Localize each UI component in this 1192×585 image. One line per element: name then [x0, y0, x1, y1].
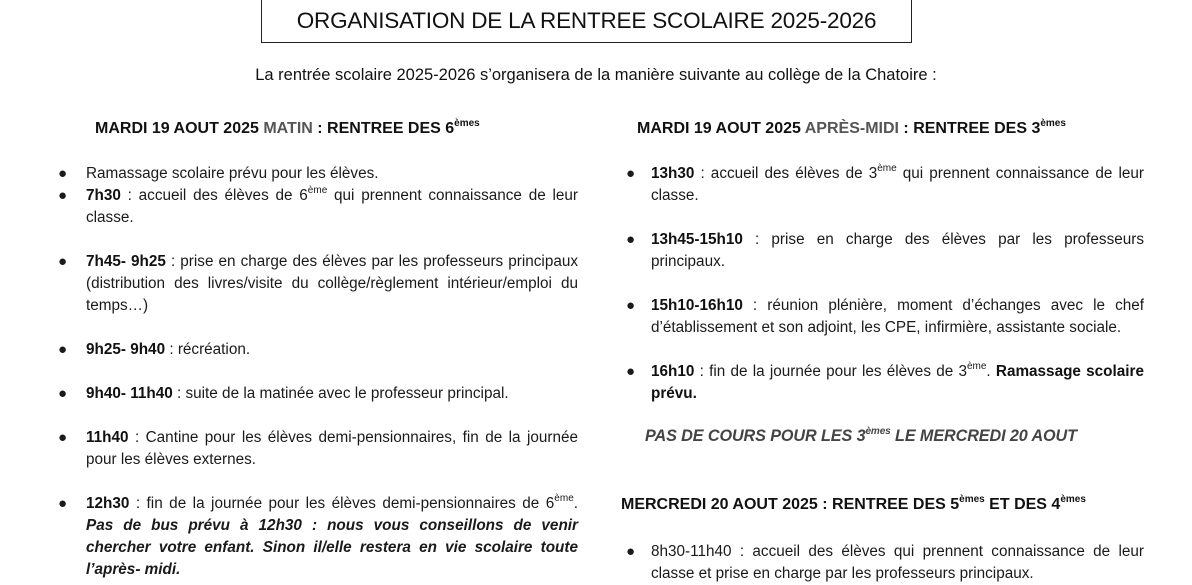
intro-text: La rentrée scolaire 2025-2026 s’organisera de la manière suivante au collège de la Chatoire :	[255, 66, 937, 84]
list-item	[58, 251, 578, 317]
bullet-icon: ●	[626, 363, 636, 380]
bullet-icon: ●	[58, 187, 68, 204]
bullet-icon: ●	[626, 543, 636, 560]
list-item	[58, 339, 578, 361]
item-text: qui prennent connaissance de leur classe.	[86, 187, 578, 226]
item-time: 9h40- 11h40	[86, 385, 173, 402]
item-text: : accueil des élèves de 6	[120, 187, 308, 204]
heading-date: MARDI 19 AOUT 2025	[637, 120, 805, 137]
bullet-icon: ●	[58, 385, 68, 402]
list-item	[626, 541, 1144, 585]
item-time: 7h45- 9h25	[86, 253, 166, 270]
item-sup: ème	[966, 361, 987, 372]
item-text: : fin de la journée pour les élèves demi-pensionnaires de 6	[129, 495, 555, 512]
list-item	[58, 493, 578, 581]
item-text: .	[986, 363, 996, 380]
item-text: : Cantine pour les élèves demi-pensionnaires, fin de la journée pour les élèves externes.	[86, 429, 578, 468]
item-text: : suite de la matinée avec le professeur principal.	[172, 385, 509, 402]
item-time: 11h40	[86, 429, 129, 446]
list-item	[58, 185, 578, 229]
item-text: Ramassage scolaire prévu pour les élèves.	[86, 165, 379, 182]
list-item	[58, 383, 578, 405]
heading-period: MATIN	[263, 120, 313, 137]
item-time: 7h30	[86, 187, 121, 204]
bullet-icon: ●	[58, 341, 68, 358]
list-item	[58, 163, 578, 185]
item-text: : accueil des élèves de 3	[694, 165, 878, 182]
list-item	[626, 163, 1144, 207]
item-text: : prise en charge des élèves par les professeurs principaux.	[651, 231, 1144, 270]
heading-date: MERCREDI 20 AOUT 2025 : RENTREE DES 5	[621, 496, 960, 513]
item-sup: ème	[307, 185, 328, 196]
item-time: 9h25- 9h40	[86, 341, 166, 358]
bullet-icon: ●	[58, 253, 68, 270]
heading-sup: èmes	[1040, 118, 1066, 129]
heading-grade: : RENTREE DES 6	[312, 120, 455, 137]
item-time: 15h10-16h10	[651, 297, 743, 314]
bullet-icon: ●	[626, 297, 636, 314]
title-box	[261, 0, 912, 43]
bullet-icon: ●	[626, 165, 636, 182]
heading-period: APRÈS-MIDI	[804, 120, 899, 137]
list-item	[626, 295, 1144, 339]
item-time: 12h30	[86, 495, 130, 512]
heading-sup: èmes	[1060, 494, 1086, 505]
heading-sup: èmes	[454, 118, 480, 129]
bullet-icon: ●	[626, 231, 636, 248]
heading-tuesday-morning	[95, 120, 480, 138]
item-text: 8h30-11h40 : accueil des élèves qui prennent connaissance de leur classe et prise en charge par les professeurs principaux.	[651, 543, 1144, 582]
heading-tuesday-afternoon	[637, 120, 1066, 138]
heading-wednesday	[621, 496, 1086, 514]
heading-grade: : RENTREE DES 3	[898, 120, 1041, 137]
bus-warning: Pas de bus prévu à 12h30 : nous vous conseillons de venir chercher votre enfant. Sinon il/elle restera en vie scolaire toute l’après- midi.	[86, 517, 578, 578]
bullet-icon: ●	[58, 429, 68, 446]
heading-grade: ET DES 4	[984, 496, 1061, 513]
item-text: .	[573, 495, 578, 512]
item-text: : fin de la journée pour les élèves de 3	[694, 363, 967, 380]
item-sup: ème	[877, 163, 897, 174]
item-text: : réunion plénière, moment d’échanges avec le chef d’établissement et son adjoint, les CPE, infirmière, assistante sociale.	[651, 297, 1144, 336]
heading-sup: èmes	[959, 494, 985, 505]
notice-text: LE MERCREDI 20 AOUT	[890, 427, 1077, 445]
item-text: : prise en charge des élèves par les professeurs principaux (distribution des livres/visite du collège/règlement intérieur/emploi du temps…)	[86, 253, 578, 314]
document-title: ORGANISATION DE LA RENTREE SCOLAIRE 2025-2026	[296, 8, 877, 33]
list-item	[58, 427, 578, 471]
item-sup: ème	[554, 493, 574, 504]
no-class-notice	[645, 427, 1077, 446]
item-time: 16h10	[651, 363, 695, 380]
list-item	[626, 361, 1144, 405]
item-time: 13h30	[651, 165, 695, 182]
item-time: 13h45-15h10	[651, 231, 743, 248]
list-item	[626, 229, 1144, 273]
notice-sup: èmes	[865, 426, 891, 437]
item-text: : récréation.	[165, 341, 251, 358]
bullet-icon: ●	[58, 165, 68, 182]
heading-date: MARDI 19 AOUT 2025	[95, 120, 264, 137]
bus-note: Ramassage scolaire prévu.	[651, 363, 1144, 402]
item-text: qui prennent connaissance de leur classe.	[651, 165, 1144, 204]
bullet-icon: ●	[58, 495, 68, 512]
notice-text: PAS DE COURS POUR LES 3	[645, 427, 866, 445]
